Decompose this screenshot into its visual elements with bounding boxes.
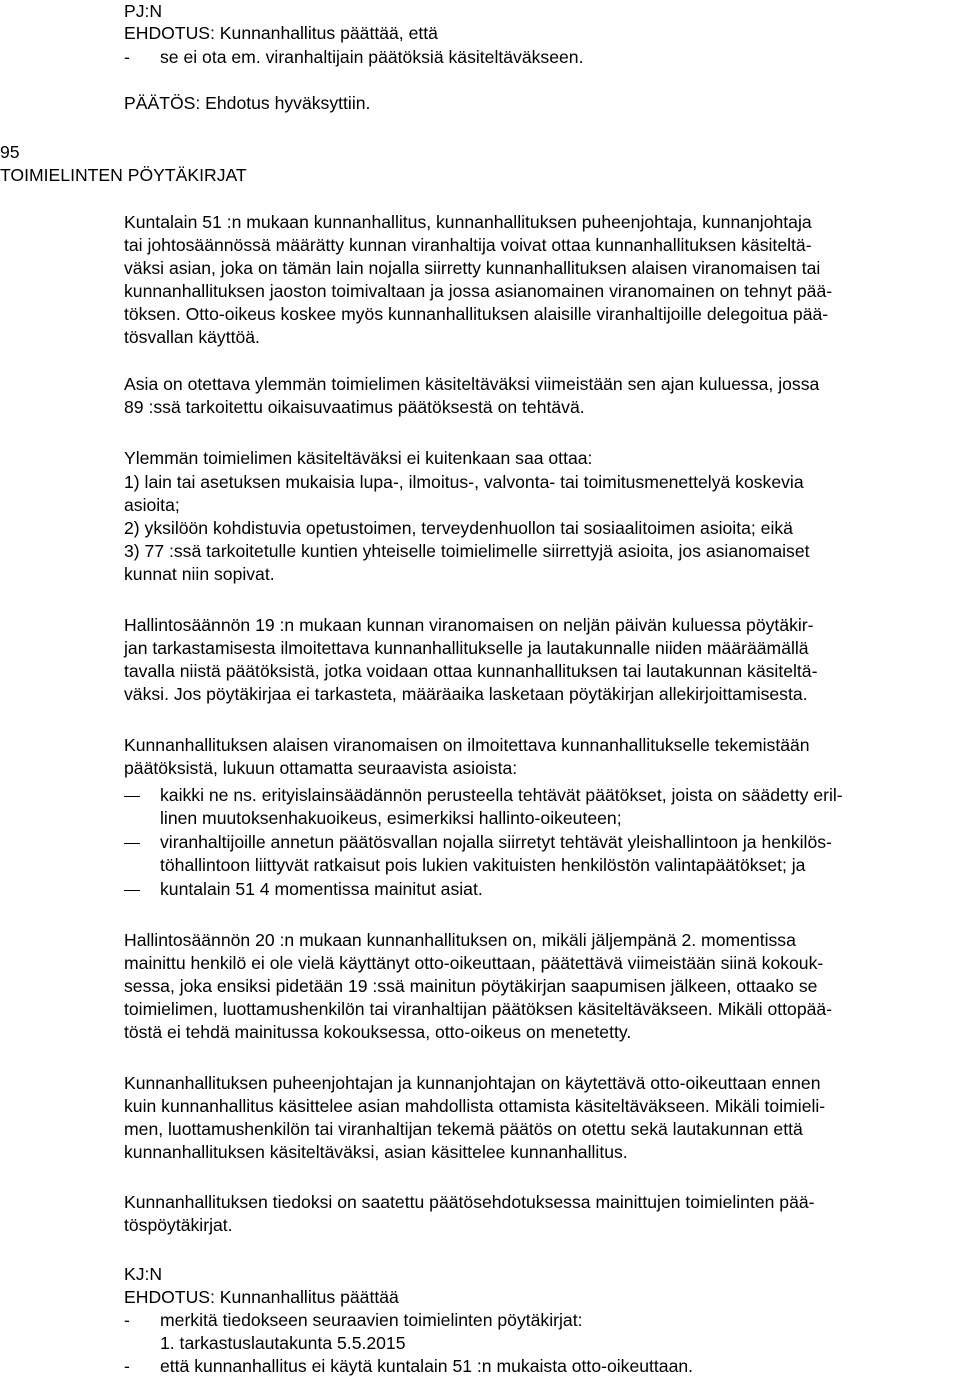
- list-dash: -: [124, 1356, 130, 1376]
- paragraph-line: 1) lain tai asetuksen mukaisia lupa-, ilmoitus-, valvonta- tai toimitusmenettelyä koskevia: [124, 472, 804, 492]
- pj-label: PJ:N: [124, 1, 163, 21]
- bullet-line: töhallintoon liittyvät ratkaisut pois lukien vakituisten henkilöstön valintapäätökset; ja: [160, 855, 806, 875]
- paragraph-line: töstä ei tehdä mainitussa kokouksessa, otto-oikeus on menetetty.: [124, 1022, 632, 1042]
- paragraph-line: tai johtosäännössä määrätty kunnan viranhaltija voivat ottaa kunnanhallituksen käsiteltä-: [124, 235, 812, 255]
- paragraph-line: Kunnanhallituksen puheenjohtajan ja kunnanjohtajan on käytettävä otto-oikeuttaan ennen: [124, 1073, 821, 1093]
- paragraph-line: tösvallan käyttöä.: [124, 327, 260, 347]
- proposal-item: se ei ota em. viranhaltijain päätöksiä käsiteltäväkseen.: [160, 47, 584, 67]
- list-dash: -: [124, 47, 130, 67]
- paragraph-line: Kunnanhallituksen tiedoksi on saatettu päätösehdotuksessa mainittujen toimielinten pää-: [124, 1192, 815, 1212]
- paragraph-line: toimielimen, luottamushenkilön tai viranhaltijan päätöksen käsiteltäväkseen. Mikäli ottopää-: [124, 999, 833, 1019]
- paragraph-line: töspöytäkirjat.: [124, 1215, 233, 1235]
- proposal-subitem: 1. tarkastuslautakunta 5.5.2015: [160, 1333, 406, 1353]
- paragraph-line: men, luottamushenkilön tai viranhaltijan tekemä päätös on otettu sekä lautakunnan että: [124, 1119, 803, 1139]
- bullet-dash: [124, 890, 140, 891]
- paragraph-line: Asia on otettava ylemmän toimielimen käsiteltäväksi viimeistään sen ajan kuluessa, jossa: [124, 374, 820, 394]
- proposal-line: EHDOTUS: Kunnanhallitus päättää, että: [124, 23, 438, 43]
- paragraph-line: jan tarkastamisesta ilmoitettava kunnanhallitukselle ja lautakunnalle niiden määräämällä: [124, 638, 809, 658]
- list-dash: -: [124, 1310, 130, 1330]
- section-heading: TOIMIELINTEN PÖYTÄKIRJAT: [0, 165, 247, 185]
- paragraph-line: Ylemmän toimielimen käsiteltäväksi ei kuitenkaan saa ottaa:: [124, 448, 593, 468]
- bullet-line: kuntalain 51 4 momentissa mainitut asiat.: [160, 879, 483, 899]
- paragraph-line: kunnanhallituksen jaoston toimivaltaan ja jossa asianomainen viranomainen on tehnyt pää-: [124, 281, 833, 301]
- paragraph-line: Hallintosäännön 19 :n mukaan kunnan viranomaisen on neljän päivän kuluessa pöytäkir-: [124, 615, 814, 635]
- proposal-line: EHDOTUS: Kunnanhallitus päättää: [124, 1287, 399, 1307]
- paragraph-line: töksen. Otto-oikeus koskee myös kunnanhallituksen alaisille viranhaltijoille delegoitua pää-: [124, 304, 829, 324]
- proposal-item: merkitä tiedokseen seuraavien toimielinten pöytäkirjat:: [160, 1310, 583, 1330]
- bullet-dash: [124, 796, 140, 797]
- section-number: 95: [0, 142, 20, 162]
- paragraph-line: sessa, joka ensiksi pidetään 19 :ssä mainitun pöytäkirjan saapumisen jälkeen, ottaako se: [124, 976, 818, 996]
- paragraph-line: kuin kunnanhallitus käsittelee asian mahdollista ottamista käsiteltäväkseen. Mikäli toimieli-: [124, 1096, 826, 1116]
- paragraph-line: kunnanhallituksen käsiteltäväksi, asian käsittelee kunnanhallitus.: [124, 1142, 628, 1162]
- paragraph-line: Hallintosäännön 20 :n mukaan kunnanhallituksen on, mikäli jäljempänä 2. momentissa: [124, 930, 796, 950]
- paragraph-line: väksi asian, joka on tämän lain nojalla siirretty kunnanhallituksen alaisen viranomaisen tai: [124, 258, 821, 278]
- kj-label: KJ:N: [124, 1264, 163, 1284]
- bullet-line: linen muutoksenhakuoikeus, esimerkiksi hallinto-oikeuteen;: [160, 808, 622, 828]
- paragraph-line: 89 :ssä tarkoitettu oikaisuvaatimus päätöksestä on tehtävä.: [124, 397, 585, 417]
- paragraph-line: 3) 77 :ssä tarkoitetulle kuntien yhteiselle toimielimelle siirrettyjä asioita, jos asianomaiset: [124, 541, 810, 561]
- paragraph-line: kunnat niin sopivat.: [124, 564, 275, 584]
- paragraph-line: päätöksistä, lukuun ottamatta seuraavista asioista:: [124, 758, 518, 778]
- decision-line: PÄÄTÖS: Ehdotus hyväksyttiin.: [124, 93, 371, 113]
- paragraph-line: asioita;: [124, 495, 180, 515]
- paragraph-line: Kuntalain 51 :n mukaan kunnanhallitus, kunnanhallituksen puheenjohtaja, kunnanjohtaja: [124, 212, 812, 232]
- paragraph-line: 2) yksilöön kohdistuvia opetustoimen, terveydenhuollon tai sosiaalitoimen asioita; eikä: [124, 518, 793, 538]
- proposal-item: että kunnanhallitus ei käytä kuntalain 51 :n mukaista otto-oikeuttaan.: [160, 1356, 694, 1376]
- paragraph-line: Kunnanhallituksen alaisen viranomaisen on ilmoitettava kunnanhallitukselle tekemistään: [124, 735, 810, 755]
- bullet-dash: [124, 843, 140, 844]
- paragraph-line: tavalla niistä päätöksistä, jotka voidaan ottaa kunnanhallituksen tai lautakunnan käsiteltä-: [124, 661, 818, 681]
- paragraph-line: väksi. Jos pöytäkirjaa ei tarkasteta, määräaika lasketaan pöytäkirjan allekirjoittamisesta.: [124, 684, 808, 704]
- paragraph-line: mainittu henkilö ei ole vielä käyttänyt otto-oikeuttaan, päätettävä viimeistään siinä kokouk-: [124, 953, 824, 973]
- bullet-line: kaikki ne ns. erityislainsäädännön perusteella tehtävät päätökset, joista on säädetty eril-: [160, 785, 843, 805]
- bullet-line: viranhaltijoille annetun päätösvallan nojalla siirretyt tehtävät yleishallintoon ja henkilös-: [160, 832, 832, 852]
